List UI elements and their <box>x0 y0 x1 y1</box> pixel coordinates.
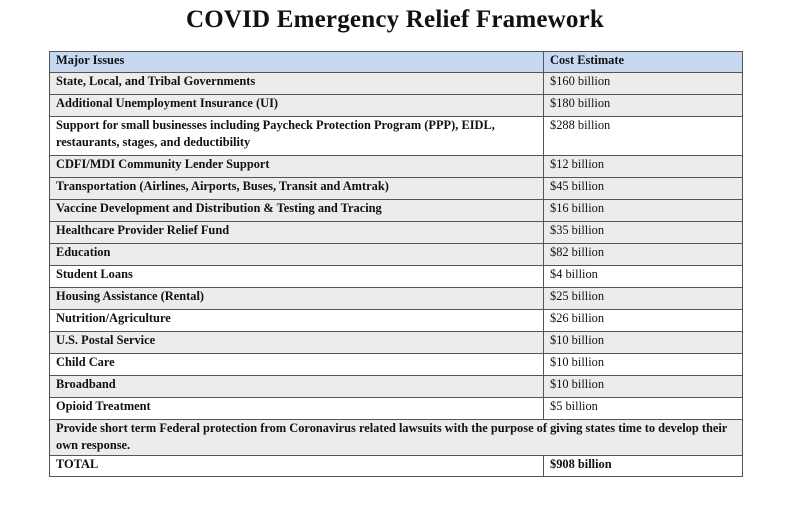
issue-cell: Transportation (Airlines, Airports, Buses, Transit and Amtrak) <box>50 178 544 200</box>
issue-cell: CDFI/MDI Community Lender Support <box>50 156 544 178</box>
table-row <box>50 354 743 376</box>
issue-cell: Support for small businesses including Paycheck Protection Program (PPP), EIDL, restaurants, stages, and deductibility <box>50 117 544 156</box>
cost-cell: $45 billion <box>544 178 743 200</box>
cost-cell: $26 billion <box>544 310 743 332</box>
header-cost-estimate: Cost Estimate <box>544 52 743 73</box>
table-row <box>50 266 743 288</box>
issue-cell: U.S. Postal Service <box>50 332 544 354</box>
table-row <box>50 376 743 398</box>
cost-cell: $180 billion <box>544 95 743 117</box>
issue-cell: Child Care <box>50 354 544 376</box>
cost-cell: $288 billion <box>544 117 743 156</box>
table-row <box>50 95 743 117</box>
issue-cell: Vaccine Development and Distribution & Testing and Tracing <box>50 200 544 222</box>
issue-cell: Opioid Treatment <box>50 398 544 420</box>
cost-cell: $160 billion <box>544 73 743 95</box>
table-row <box>50 117 743 156</box>
table-row <box>50 288 743 310</box>
total-label: TOTAL <box>50 456 544 477</box>
issue-cell: State, Local, and Tribal Governments <box>50 73 544 95</box>
table-row <box>50 156 743 178</box>
cost-cell: $12 billion <box>544 156 743 178</box>
lawsuit-protection-note: Provide short term Federal protection from Coronavirus related lawsuits with the purpose of giving states time to develop their own response. <box>50 420 743 456</box>
issue-cell: Nutrition/Agriculture <box>50 310 544 332</box>
relief-framework-table <box>49 51 743 477</box>
issue-cell: Housing Assistance (Rental) <box>50 288 544 310</box>
table-row <box>50 73 743 95</box>
issue-cell: Healthcare Provider Relief Fund <box>50 222 544 244</box>
table-row <box>50 332 743 354</box>
table-row <box>50 200 743 222</box>
header-major-issues: Major Issues <box>50 52 544 73</box>
table-row <box>50 222 743 244</box>
table-header-row <box>50 52 743 73</box>
cost-cell: $10 billion <box>544 354 743 376</box>
cost-cell: $25 billion <box>544 288 743 310</box>
cost-cell: $5 billion <box>544 398 743 420</box>
issue-cell: Additional Unemployment Insurance (UI) <box>50 95 544 117</box>
page-title: COVID Emergency Relief Framework <box>185 6 605 33</box>
cost-cell: $10 billion <box>544 376 743 398</box>
issue-cell: Broadband <box>50 376 544 398</box>
table-row <box>50 398 743 420</box>
total-row <box>50 456 743 477</box>
cost-cell: $4 billion <box>544 266 743 288</box>
table-row <box>50 244 743 266</box>
issue-cell: Education <box>50 244 544 266</box>
cost-cell: $16 billion <box>544 200 743 222</box>
lawsuit-protection-row <box>50 420 743 456</box>
cost-cell: $82 billion <box>544 244 743 266</box>
cost-cell: $35 billion <box>544 222 743 244</box>
issue-cell: Student Loans <box>50 266 544 288</box>
table-row <box>50 310 743 332</box>
total-cost: $908 billion <box>544 456 743 477</box>
table-row <box>50 178 743 200</box>
cost-cell: $10 billion <box>544 332 743 354</box>
